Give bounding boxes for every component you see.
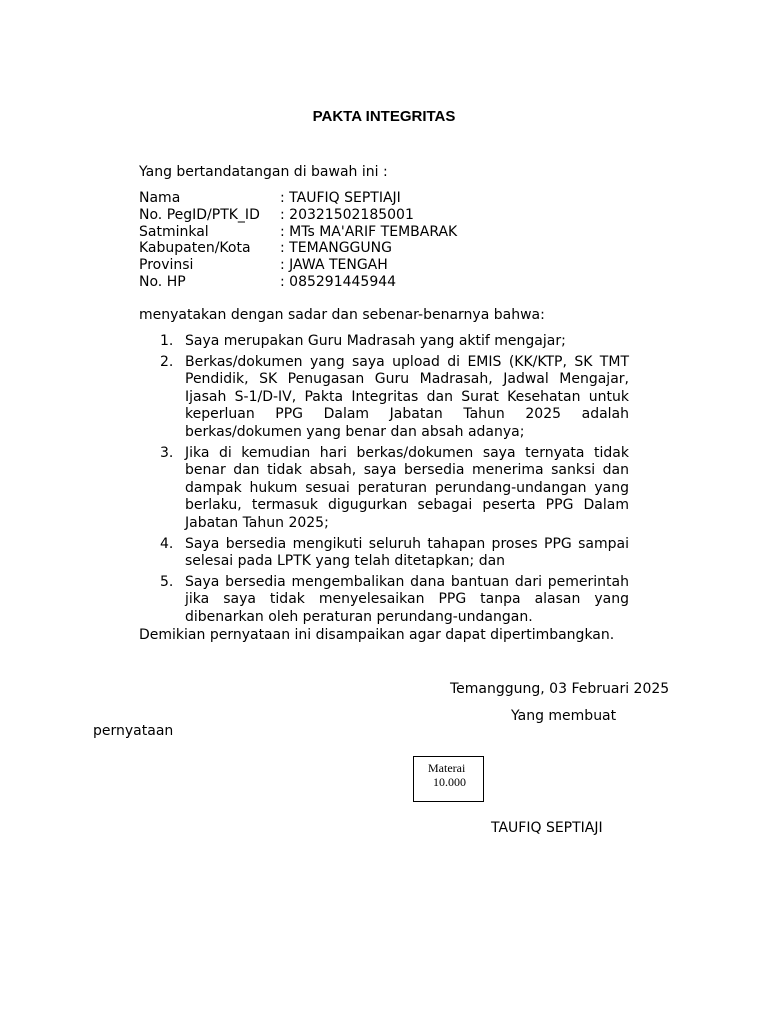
list-item (160, 445, 629, 533)
identity-block (139, 190, 457, 291)
identity-value: : TAUFIQ SEPTIAJI (280, 190, 401, 206)
list-number: 5. (160, 573, 174, 590)
identity-row-provinsi (139, 257, 457, 274)
statement-intro: menyatakan dengan sadar dan sebenar-benarnya bahwa: (139, 307, 545, 323)
list-number: 1. (160, 333, 174, 349)
identity-label: Kabupaten/Kota (139, 240, 251, 257)
identity-label: Provinsi (139, 257, 194, 274)
signer-name: TAUFIQ SEPTIAJI (491, 820, 603, 836)
list-item (160, 354, 629, 442)
document-title: PAKTA INTEGRITAS (312, 108, 456, 125)
list-text: Saya bersedia mengembalikan dana bantuan dari pemerintah jika saya tidak menyelesaikan PPG tanpa alasan yang dibenarkan oleh peraturan perundang-undangan. (185, 573, 629, 625)
identity-value: : MTs MA'ARIF TEMBARAK (280, 223, 458, 240)
identity-label: Nama (139, 190, 181, 206)
identity-value: : 085291445944 (280, 273, 397, 290)
statement-list (160, 333, 629, 630)
list-text: Berkas/dokumen yang saya upload di EMIS (KK/KTP, SK TMT Pendidik, SK Penugasan Guru Madrasah, Jadwal Mengajar, Ijasah S-1/D-IV, Pakta Integritas dan Surat Kesehatan untuk keperluan PPG Dalam Jabatan Tahun 2025 adalah berkas/dokumen yang benar dan absah adanya; (185, 353, 629, 440)
identity-row-satminkal (139, 224, 457, 241)
identity-row-name (139, 190, 457, 207)
list-number: 3. (160, 444, 174, 461)
maker-label: Yang membuat (511, 708, 617, 724)
place-date: Temanggung, 03 Februari 2025 (450, 681, 670, 697)
identity-label: Satminkal (139, 223, 209, 240)
identity-row-kabupaten (139, 240, 457, 257)
identity-label: No. HP (139, 273, 186, 290)
stamp-amount: 10.000 (433, 775, 466, 789)
list-number: 4. (160, 535, 174, 552)
identity-row-hp (139, 274, 457, 291)
stamp-label: Materai (428, 761, 466, 775)
list-text: Jika di kemudian hari berkas/dokumen saya ternyata tidak benar dan tidak absah, saya bersedia menerima sanksi dan dampak hukum sesuai peraturan perundang-undangan yang berlaku, termasuk digugurkan sebagai peserta PPG Dalam Jabatan Tahun 2025; (185, 444, 629, 531)
list-item (160, 574, 629, 627)
list-number: 2. (160, 353, 174, 370)
identity-value: : 20321502185001 (280, 206, 414, 223)
list-item (160, 333, 629, 351)
stamp-duty-box (413, 756, 484, 802)
closing-text: Demikian pernyataan ini disampaikan agar dapat dipertimbangkan. (139, 627, 615, 643)
identity-label: No. PegID/PTK_ID (139, 206, 260, 223)
list-text: Saya merupakan Guru Madrasah yang aktif mengajar; (185, 333, 566, 349)
intro-text: Yang bertandatangan di bawah ini : (139, 164, 388, 180)
maker-label-continued: pernyataan (93, 723, 174, 739)
identity-value: : JAWA TENGAH (280, 257, 388, 274)
list-item (160, 536, 629, 571)
identity-value: : TEMANGGUNG (280, 240, 392, 257)
list-text: Saya bersedia mengikuti seluruh tahapan proses PPG sampai selesai pada LPTK yang telah ditetapkan; dan (185, 535, 629, 570)
identity-row-pegid (139, 207, 457, 224)
